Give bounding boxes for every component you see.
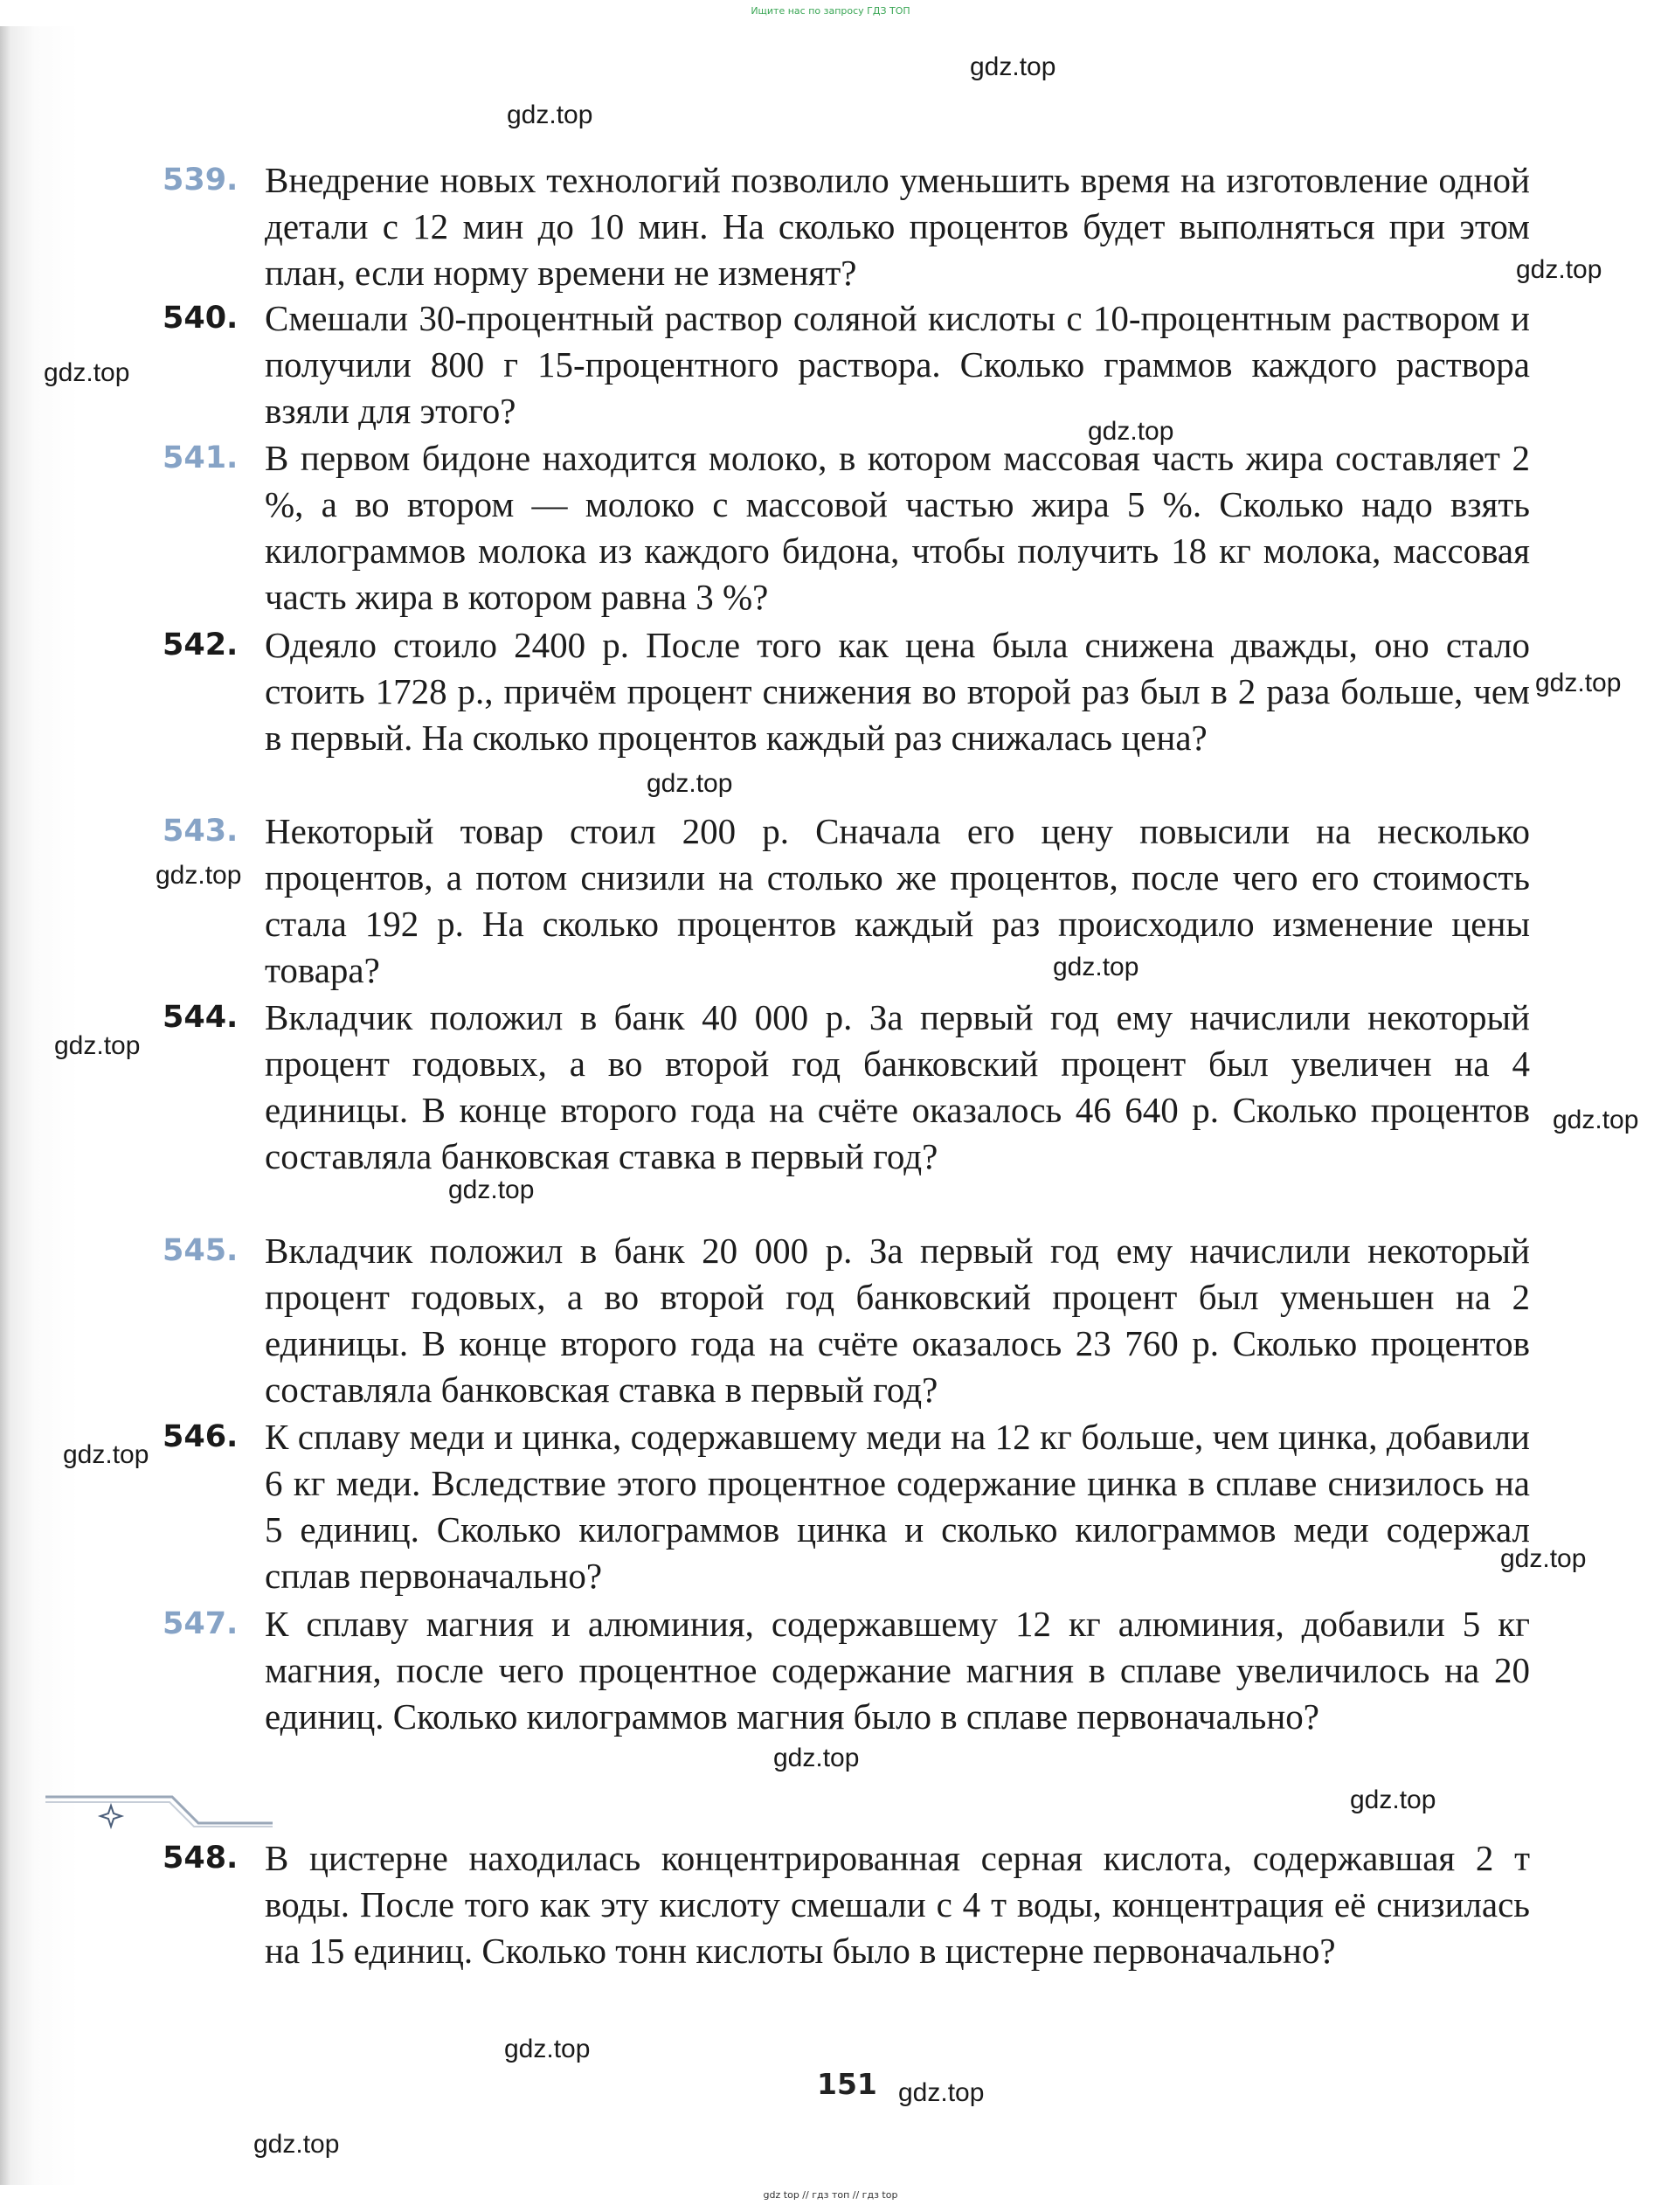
problem-548 <box>163 1835 1530 1974</box>
problem-number: 547. <box>163 1606 239 1641</box>
problem-544 <box>163 995 1530 1180</box>
problem-number: 540. <box>163 301 239 336</box>
problem-543 <box>163 808 1530 994</box>
problem-number: 546. <box>163 1419 239 1454</box>
watermark: gdz.top <box>156 861 242 890</box>
watermark: gdz.top <box>1535 669 1622 697</box>
watermark: gdz.top <box>1350 1786 1436 1814</box>
problem-number: 539. <box>163 163 239 198</box>
watermark: gdz.top <box>448 1175 535 1204</box>
problem-text: К сплаву меди и цинка, содержавшему меди на 12 кг больше, чем цинка, добавили 6 кг меди. Вследствие этого процентное содержание цинка в сплаве снизилось на 5 единиц. Сколько килограммов цинка и сколько килограммов меди содержал сплав первоначально? <box>265 1417 1530 1596</box>
problem-number: 544. <box>163 1000 239 1035</box>
problem-number: 543. <box>163 814 239 849</box>
star-icon <box>100 1806 121 1827</box>
watermark: gdz.top <box>1516 255 1602 284</box>
problem-text: Одеяло стоило 2400 р. После того как цена была снижена дважды, оно стало стоить 1728 р., причём процент снижения во второй раз был в 2 раза больше, чем в первый. На сколько процентов каждый раз снижалась цена? <box>265 625 1530 758</box>
problem-547 <box>163 1601 1530 1740</box>
watermark: gdz.top <box>970 52 1056 81</box>
watermark: gdz.top <box>44 358 130 387</box>
problem-text: Внедрение новых технологий позволило уменьшить время на изготовление одной детали с 12 мин до 10 мин. На сколько процентов будет выполняться при этом план, если норму времени не изменят? <box>265 160 1530 293</box>
problem-number: 548. <box>163 1841 239 1876</box>
top-banner: Ищите нас по запросу ГДЗ ТОП <box>751 5 910 17</box>
problem-541 <box>163 435 1530 621</box>
problem-number: 541. <box>163 440 239 475</box>
problem-542 <box>163 622 1530 761</box>
problem-546 <box>163 1414 1530 1599</box>
problem-number: 545. <box>163 1233 239 1268</box>
watermark: gdz.top <box>253 2130 340 2159</box>
bottom-banner: gdz top // гдз топ // гдз top <box>763 2189 898 2201</box>
problem-539 <box>163 157 1530 296</box>
problem-text: К сплаву магния и алюминия, содержавшему 12 кг алюминия, добавили 5 кг магния, после чего процентное содержание магния в сплаве увеличилось на 20 единиц. Сколько килограммов магния было в сплаве первоначально? <box>265 1604 1530 1737</box>
problem-text: Вкладчик положил в банк 20 000 р. За первый год ему начислили некоторый процент годовых, а во второй год банковский процент был уменьшен на 2 единицы. В конце второго года на счёте оказалось 23 760 р. Сколько процентов составляла банковская ставка в первый год? <box>265 1231 1530 1410</box>
watermark: gdz.top <box>1553 1106 1639 1134</box>
problem-text: Некоторый товар стоил 200 р. Сначала его цену повысили на несколько процентов, а потом снизили на столько же процентов, после чего его стоимость стала 192 р. На сколько процентов каждый раз происходило изменение цены товара? <box>265 811 1530 990</box>
watermark: gdz.top <box>1088 417 1174 446</box>
problem-text: Вкладчик положил в банк 40 000 р. За первый год ему начислили некоторый процент годовых, а во второй год банковский процент был увеличен на 4 единицы. В конце второго года на счёте оказалось 46 640 р. Сколько процентов составляла банковская ставка в первый год? <box>265 997 1530 1176</box>
problem-540 <box>163 295 1530 434</box>
page-number: 151 <box>817 2067 877 2101</box>
problem-text: Смешали 30-процентный раствор соляной кислоты с 10-процентным раствором и получили 800 г 15-процентного раствора. Сколько граммов каждого раствора взяли для этого? <box>265 298 1530 431</box>
watermark: gdz.top <box>647 769 733 798</box>
watermark: gdz.top <box>507 101 593 129</box>
watermark: gdz.top <box>898 2078 985 2107</box>
problem-number: 542. <box>163 628 239 662</box>
watermark: gdz.top <box>1053 953 1139 981</box>
watermark: gdz.top <box>773 1744 860 1772</box>
watermark: gdz.top <box>1500 1544 1587 1573</box>
section-divider-ornament <box>45 1790 273 1832</box>
watermark: gdz.top <box>63 1440 149 1469</box>
watermark: gdz.top <box>504 2035 591 2063</box>
watermark: gdz.top <box>54 1031 141 1060</box>
problem-545 <box>163 1228 1530 1413</box>
problem-text: В цистерне находилась концентрированная серная кислота, содержавшая 2 т воды. После того как эту кислоту смешали с 4 т воды, концентрация её снизилась на 15 единиц. Сколько тонн кислоты было в цистерне первоначально? <box>265 1838 1530 1971</box>
problem-text: В первом бидоне находится молоко, в котором массовая часть жира составляет 2 %, а во втором — молоко с массовой частью жира 5 %. Сколько надо взять килограммов молока из каждого бидона, чтобы получить 18 кг молока, массовая часть жира в котором равна 3 %? <box>265 438 1530 617</box>
